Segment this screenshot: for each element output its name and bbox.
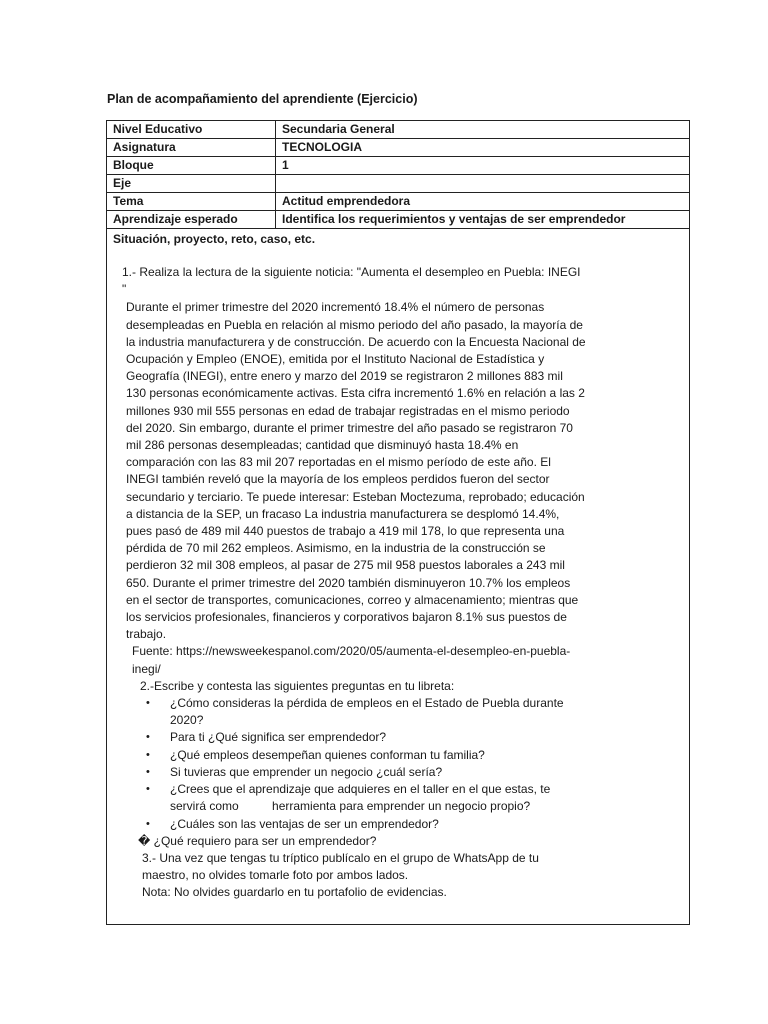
instruccion-3: 3.- Una vez que tengas tu tríptico publícalo en el grupo de WhatsApp de tu maestro, no olvides tomarle foto por ambos lados. bbox=[142, 850, 539, 883]
table-row bbox=[107, 175, 690, 193]
bullet-icon: • bbox=[146, 731, 150, 744]
info-table bbox=[106, 120, 690, 229]
row-value-aprendizaje-esperado: Identifica los requerimientos y ventajas de ser emprendedor bbox=[276, 211, 690, 229]
list-item bbox=[146, 764, 586, 781]
pregunta-text: ¿Cuáles son las ventajas de ser un emprendedor? bbox=[170, 816, 439, 831]
preguntas-list bbox=[116, 695, 586, 833]
situacion-content bbox=[116, 264, 586, 902]
list-item bbox=[146, 816, 586, 833]
bullet-icon: • bbox=[146, 765, 150, 778]
pregunta-text: ¿Qué empleos desempeñan quienes conforman tu familia? bbox=[170, 747, 485, 762]
row-label-tema: Tema bbox=[107, 193, 276, 211]
table-row bbox=[107, 121, 690, 139]
instruccion-1: 1.- Realiza la lectura de la siguiente noticia: "Aumenta el desempleo en Puebla: INEGI " bbox=[122, 265, 581, 297]
nota-text: Nota: No olvides guardarlo en tu portafolio de evidencias. bbox=[142, 885, 447, 900]
row-label-nivel-educativo: Nivel Educativo bbox=[107, 121, 276, 139]
fuente-link: Fuente: https://newsweekespanol.com/2020/05/aumenta-el-desempleo-en-puebla-inegi/ bbox=[132, 644, 571, 676]
row-value-asignatura: TECNOLOGIA bbox=[276, 139, 690, 157]
instruccion-2: 2.-Escribe y contesta las siguientes preguntas en tu libreta: bbox=[140, 678, 455, 693]
list-item bbox=[146, 729, 586, 746]
bullet-icon: • bbox=[146, 697, 150, 710]
row-value-bloque: 1 bbox=[276, 157, 690, 175]
noticia-text: Durante el primer trimestre del 2020 incrementó 18.4% el número de personas desempleadas en Puebla en relación al mismo periodo del año pasado, la mayoría de la industria manufacturera y de construcción. De acuerdo con la Encuesta Nacional de Ocupación y Empleo (ENOE), emitida por el Instituto Nacional de Estadística y Geografía (INEGI), entre enero y marzo del 2019 se registraron 2 millones 883 mil 130 personas económicamente activas. Esta cifra incrementó 1.6% en relación a las 2 millones 930 mil 555 personas en edad de trabajar registradas en el mismo periodo del 2020. Sin embargo, durante el primer trimestre del año pasado se registraron 70 mil 286 personas desempleadas; cantidad que disminuyó hasta 18.4% en comparación con las 83 mil 207 reportadas en el mismo período de este año. El INEGI también reveló que la mayoría de los empleos perdidos fueron del sector secundario y terciario. Te puede interesar: Esteban Moctezuma, reprobado; educación a distancia de la SEP, un fracaso La industria manufacturera se desplomó 14.4%, pues pasó de 489 mil 440 puestos de trabajo a 419 mil 178, lo que representa una pérdida de 70 mil 262 empleos. Asimismo, en la industria de la construcción se perdieron 32 mil 308 empleos, al pasar de 275 mil 958 puestos laborales a 243 mil 650. Durante el primer trimestre del 2020 también disminuyeron 10.7% los empleos en el sector de transportes, comunicaciones, correo y almacenamiento; mientras que los servicios profesionales, financieros y corporativos bajaron 8.1% sus puestos de trabajo. bbox=[126, 300, 586, 642]
pregunta-text: Si tuvieras que emprender un negocio ¿cuál sería? bbox=[170, 764, 443, 779]
list-item bbox=[146, 695, 586, 729]
list-item bbox=[146, 747, 586, 764]
row-label-eje: Eje bbox=[107, 175, 276, 193]
row-value-nivel-educativo: Secundaria General bbox=[276, 121, 690, 139]
pregunta-extra: � ¿Qué requiero para ser un emprendedor? bbox=[138, 833, 377, 848]
row-label-aprendizaje-esperado: Aprendizaje esperado bbox=[107, 211, 276, 229]
row-value-eje bbox=[276, 175, 690, 193]
list-item bbox=[146, 781, 586, 815]
table-row bbox=[107, 157, 690, 175]
table-row bbox=[107, 211, 690, 229]
document-title: Plan de acompañamiento del aprendiente (Ejercicio) bbox=[107, 92, 418, 106]
situacion-title: Situación, proyecto, reto, caso, etc. bbox=[113, 232, 316, 246]
bullet-icon: • bbox=[146, 748, 150, 761]
table-row bbox=[107, 139, 690, 157]
table-row bbox=[107, 193, 690, 211]
row-value-tema: Actitud emprendedora bbox=[276, 193, 690, 211]
row-label-bloque: Bloque bbox=[107, 157, 276, 175]
bullet-icon: • bbox=[146, 783, 150, 796]
bullet-icon: • bbox=[146, 817, 150, 830]
row-label-asignatura: Asignatura bbox=[107, 139, 276, 157]
pregunta-text: Para ti ¿Qué significa ser emprendedor? bbox=[170, 730, 387, 745]
pregunta-text: ¿Cómo consideras la pérdida de empleos en el Estado de Puebla durante 2020? bbox=[170, 696, 564, 728]
pregunta-text: ¿Crees que el aprendizaje que adquieres en el taller en el que estas, te servirá como herramienta para emprender un negocio propio? bbox=[170, 782, 554, 814]
